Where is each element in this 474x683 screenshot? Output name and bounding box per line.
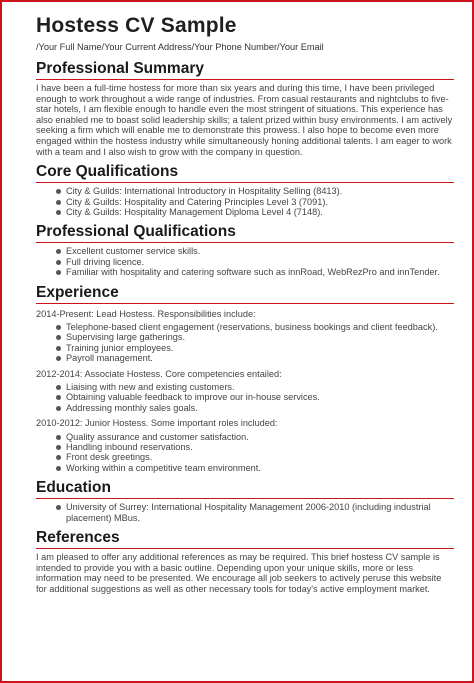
list-item: Training junior employees. bbox=[56, 343, 454, 353]
list-item: City & Guilds: Hospitality and Catering Principles Level 3 (7091). bbox=[56, 197, 454, 207]
core-qualifications-list bbox=[36, 186, 454, 217]
education-list bbox=[36, 502, 454, 523]
contact-line: /Your Full Name/Your Current Address/Your Phone Number/Your Email bbox=[36, 42, 324, 52]
list-item: Telephone-based client engagement (reservations, business bookings and client feedback). bbox=[56, 322, 454, 332]
list-item: Working within a competitive team environment. bbox=[56, 463, 454, 473]
professional-qualifications-heading: Professional Qualifications bbox=[36, 223, 454, 243]
core-qualifications-heading: Core Qualifications bbox=[36, 163, 454, 183]
list-item: University of Surrey: International Hospitality Management 2006-2010 (including industrial placement) MBus. bbox=[56, 502, 454, 523]
list-item: Quality assurance and customer satisfaction. bbox=[56, 432, 454, 442]
role-duties-list bbox=[36, 382, 454, 413]
list-item: City & Guilds: International Introductory in Hospitality Selling (8413). bbox=[56, 186, 454, 196]
role-duties-list bbox=[36, 322, 454, 364]
list-item: City & Guilds: Hospitality Management Diploma Level 4 (7148). bbox=[56, 207, 454, 217]
list-item: Liaising with new and existing customers. bbox=[56, 382, 454, 392]
list-item: Supervising large gatherings. bbox=[56, 332, 454, 342]
experience-heading: Experience bbox=[36, 284, 454, 304]
list-item: Excellent customer service skills. bbox=[56, 246, 454, 256]
cv-title: Hostess CV Sample bbox=[36, 14, 237, 37]
list-item: Familiar with hospitality and catering software such as innRoad, WebRezPro and innTender. bbox=[56, 267, 454, 277]
summary-text: I have been a full-time hostess for more than six years and during this time, I have been privileged enough to work throughout a wide range of industries. From casual restaurants and nightclubs to five-star hotels, I am flexible enough to handle even the most stringent of situations. This experience has also enabled me to boast solid leadership skills; a talent prized within busy environments. I am actively seeking a firm which will enable me to demonstrate this prowess. I also hope to become even more engaged within the hostess industry while simultaneously honing additional talents. I am eager to work with a team and I also wish to grow with the company in question. bbox=[36, 83, 453, 157]
list-item: Addressing monthly sales goals. bbox=[56, 403, 454, 413]
role-duties-list bbox=[36, 432, 454, 474]
professional-qualifications-list bbox=[36, 246, 454, 277]
education-heading: Education bbox=[36, 479, 454, 499]
list-item: Payroll management. bbox=[56, 353, 454, 363]
references-text: I am pleased to offer any additional references as may be required. This brief hostess CV sample is intended to provide you with a basic outline. Depending upon your unique skills, more or less information may need to be presented. We encourage all job seekers to actively peruse this website for additional suggestions as well as other necessary tools for today's active employment market. bbox=[36, 552, 442, 594]
summary-heading: Professional Summary bbox=[36, 60, 454, 80]
list-item: Handling inbound reservations. bbox=[56, 442, 454, 452]
list-item: Obtaining valuable feedback to improve our in-house services. bbox=[56, 392, 454, 402]
role-title: 2012-2014: Associate Hostess. Core competencies entailed: bbox=[36, 368, 282, 379]
list-item: Front desk greetings. bbox=[56, 452, 454, 462]
role-title: 2014-Present: Lead Hostess. Responsibilities include: bbox=[36, 308, 256, 319]
role-title: 2010-2012: Junior Hostess. Some important roles included: bbox=[36, 418, 278, 429]
references-heading: References bbox=[36, 529, 454, 549]
list-item: Full driving licence. bbox=[56, 257, 454, 267]
